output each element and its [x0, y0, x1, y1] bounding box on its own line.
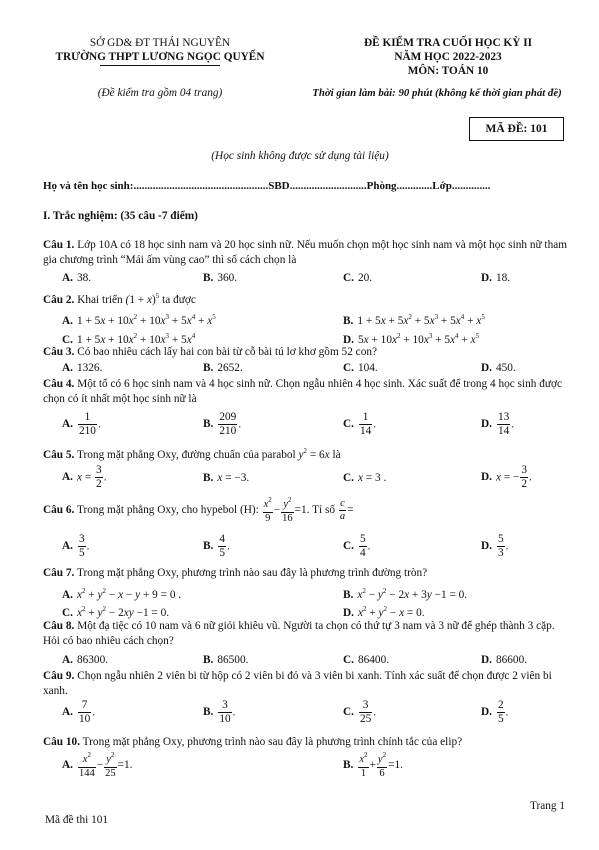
q4-option-d: D. $\frac{13}{14}$ .: [481, 411, 515, 438]
school-year: NĂM HỌC 2022-2023: [394, 51, 502, 63]
page-number: Trang 1: [530, 800, 566, 812]
q9-option-d: D. $\frac{2}{5}$ .: [481, 699, 509, 726]
question-number: Câu 1.: [43, 239, 75, 251]
school-underline: [100, 65, 220, 66]
footer-exam-code: Mã đề thi 101: [45, 814, 109, 826]
q8-option-a: A. 86300.: [62, 654, 109, 666]
question-2: Câu 2. Khai triển $(1 + x)^5$ ta được: [43, 292, 196, 306]
q6-option-d: D. $\frac{5}{3}$ .: [481, 533, 509, 560]
time-limit: Thời gian làm bài: 90 phút (không kể thời gian phát đề): [312, 87, 562, 99]
q1-option-d: D. 18.: [481, 272, 511, 284]
q2-option-b: B. $1 + 5x + 5x^2 + 5x^3 + 5x^4 + x^5$: [343, 313, 485, 327]
no-materials-notice: (Học sinh không được sử dụng tài liệu): [211, 150, 389, 162]
question-1: [43, 238, 573, 268]
q3-option-d: D. 450.: [481, 362, 516, 374]
section-title: I. Trắc nghiệm: (35 câu -7 điểm): [43, 210, 198, 222]
q7-option-d: D. $x^2 + y^2 - x = 0$.: [343, 605, 425, 619]
question-text: Lớp 10A có 18 học sinh nam và 20 học sinh nữ. Nếu muốn chọn một học sinh nam và một học sinh nữ tham gia chương trình “Mái ấm vùng cao” thì số cách chọn là: [43, 239, 568, 266]
q5-option-a: A. x = $\frac{3}{2}$ .: [62, 464, 107, 491]
q9-option-b: B. $\frac{3}{10}$ .: [203, 699, 236, 726]
page-count-note: (Đề kiểm tra gồm 04 trang): [97, 87, 223, 99]
q2-option-a: A. $1 + 5x + 10x^2 + 10x^3 + 5x^4 + x^5$: [62, 313, 216, 327]
q9-option-c: C. $\frac{3}{25}$ .: [343, 699, 377, 726]
q2-option-c: C. $1 + 5x + 10x^2 + 10x^3 + 5x^4$: [62, 332, 196, 346]
q3-option-b: B. 2652.: [203, 362, 243, 374]
q6-option-b: B. $\frac{4}{5}$ .: [203, 533, 230, 560]
q9-option-a: A. $\frac{7}{10}$ .: [62, 699, 96, 726]
q6-option-c: C. $\frac{5}{4}$ .: [343, 533, 371, 560]
q10-option-b: B. $\frac{x^2}{1}$ + $\frac{y^2}{6}$ =1.: [343, 751, 403, 779]
question-4: Câu 4. Một tổ có 6 học sinh nam và 4 học sinh nữ. Chọn ngẫu nhiên 4 học sinh. Xác suất để trong 4 học sinh được chọn có ít nhất một học sinh nữ là: [43, 378, 562, 405]
q8-option-b: B. 86500.: [203, 654, 249, 666]
q3-option-c: C. 104.: [343, 362, 378, 374]
q1-option-c: C. 20.: [343, 272, 373, 284]
q6-option-a: A. $\frac{3}{5}$ .: [62, 533, 90, 560]
q4-option-c: C. $\frac{1}{14}$ .: [343, 411, 377, 438]
subject: MÔN: TOÁN 10: [407, 65, 489, 77]
question-5: Câu 5. Trong mặt phẳng Oxy, đường chuẩn của parabol $y^2 = 6x$ là: [43, 447, 341, 461]
q3-option-a: A. 1326.: [62, 362, 103, 374]
question-3: Câu 3. Có bao nhiêu cách lấy hai con bài từ cỗ bài tú lơ khơ gồm 52 con?: [43, 346, 378, 358]
q7-option-b: B. $x^2 - y^2 - 2x + 3y -1 = 0$.: [343, 587, 468, 601]
q10-option-a: A. $\frac{x^2}{144}$ − $\frac{y^2}{25}$ =1.: [62, 751, 133, 779]
department-name: SỞ GD& ĐT THÁI NGUYÊN: [89, 37, 231, 49]
q5-option-c: C. x = 3 .: [343, 472, 387, 484]
q5-option-d: D. x = − $\frac{3}{2}$ .: [481, 464, 532, 491]
q2-option-d: D. $5x + 10x^2 + 10x^3 + 5x^4 + x^5$: [343, 332, 480, 346]
school-name: TRƯỜNG THPT LƯƠNG NGỌC QUYẾN: [55, 51, 265, 63]
exam-title: ĐỀ KIỂM TRA CUỐI HỌC KỲ II: [363, 37, 532, 49]
q1-option-b: B. 360.: [203, 272, 238, 284]
q1-option-a: A. 38.: [62, 272, 92, 284]
q5-option-b: B. x = −3.: [203, 472, 250, 484]
question-10: Câu 10. Trong mặt phẳng Oxy, phương trình nào sau đây là phương trình chính tắc của elip?: [43, 736, 463, 748]
question-6: Câu 6. Trong mặt phẳng Oxy, cho hypebol (H): $\frac{x^2}{9}$ − $\frac{y^2}{16}$ =1. Tỉ số $\frac{c}{a}$ =: [43, 496, 354, 524]
q4-option-a: A. $\frac{1}{210}$ .: [62, 411, 101, 438]
question-9: Câu 9. Chọn ngẫu nhiên 2 viên bi từ hộp có 2 viên bi đỏ và 3 viên bi xanh. Tính xác suất để chọn được 2 viên bi xanh.: [43, 670, 552, 697]
q8-option-c: C. 86400.: [343, 654, 390, 666]
q7-option-a: A. $x^2 + y^2 - x - y + 9 = 0$ .: [62, 587, 182, 601]
q4-option-b: B. $\frac{209}{210}$ .: [203, 411, 242, 438]
student-info-line: Họ và tên học sinh:.................................................SBD............................Phòng.............Lớp..............: [43, 180, 491, 192]
question-8: Câu 8. Một đạ tiệc có 10 nam và 6 nữ giỏi khiêu vũ. Người ta chọn có thứ tự 3 nam và 3 nữ để ghép thành 3 cặp. Hỏi có bao nhiêu cách chọn?: [43, 620, 555, 647]
question-7: Câu 7. Trong mặt phẳng Oxy, phương trình nào sau đây là phương trình đường tròn?: [43, 567, 428, 579]
q8-option-d: D. 86600.: [481, 654, 528, 666]
q7-option-c: C. $x^2 + y^2 - 2xy -1 = 0$.: [62, 605, 170, 619]
exam-code-box: MÃ ĐỀ: 101: [469, 117, 564, 141]
